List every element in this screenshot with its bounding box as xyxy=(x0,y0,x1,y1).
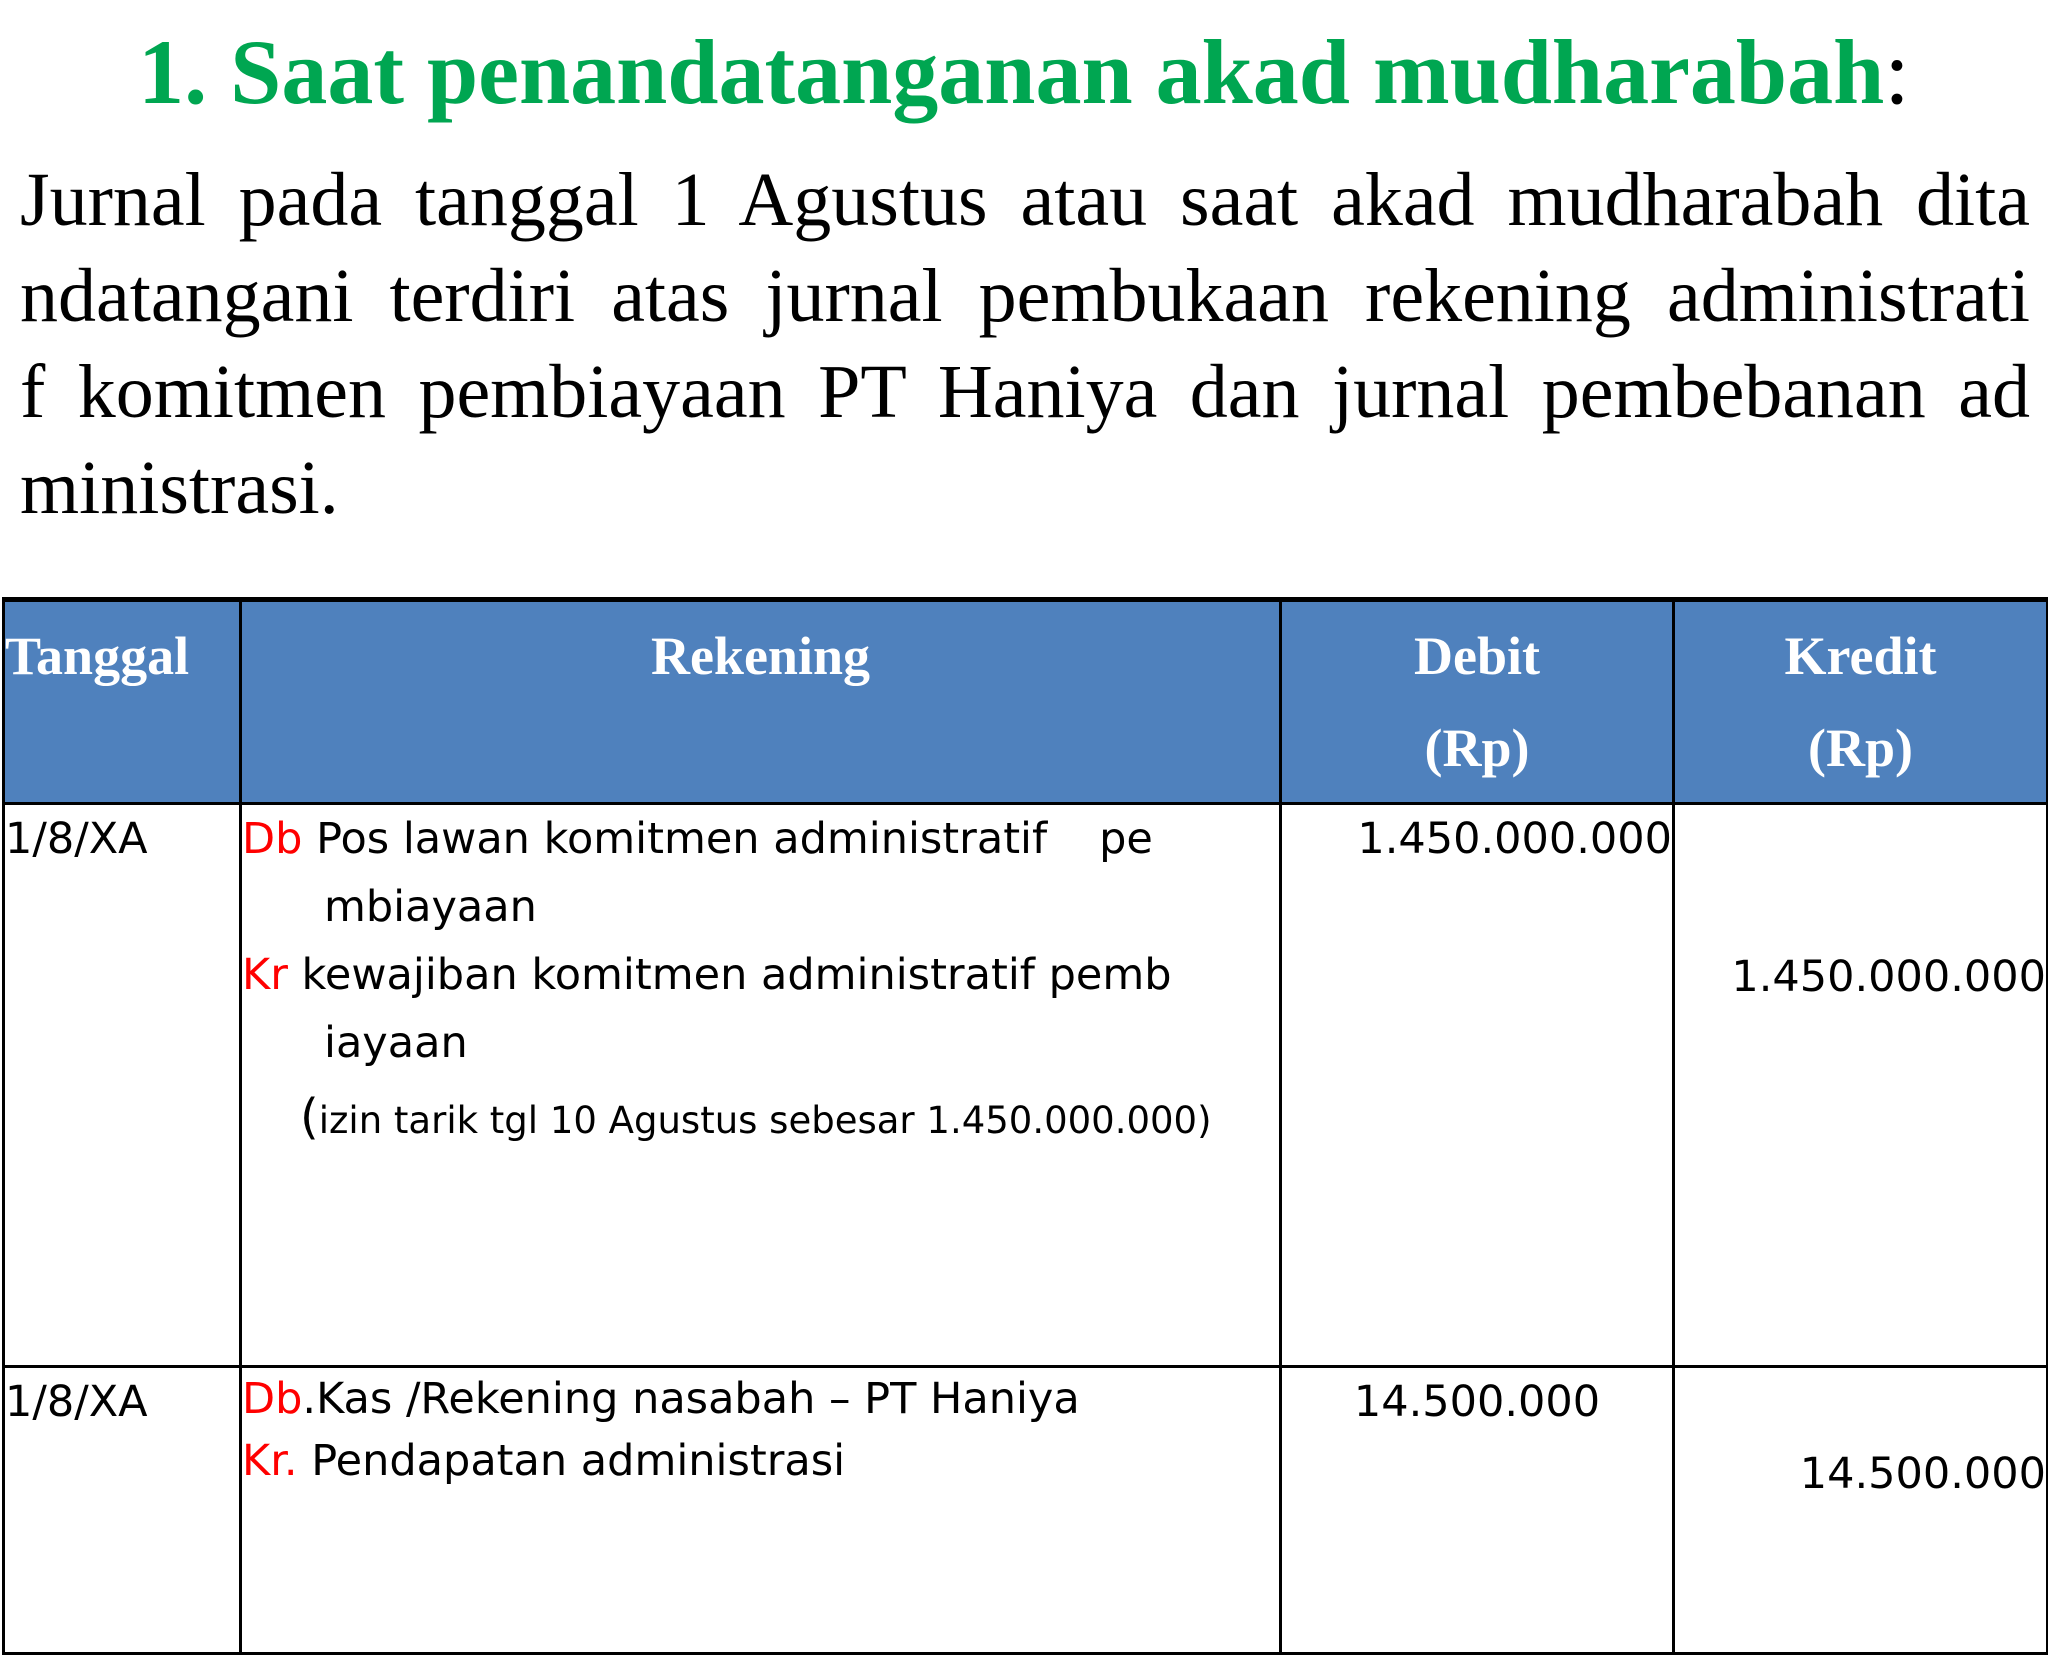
slide-title-text: 1. Saat penandatanganan akad mudharabah xyxy=(138,21,1885,123)
header-kredit-label: Kredit xyxy=(1784,626,1937,686)
intro-line: ministrasi. xyxy=(20,446,339,530)
debit-account-tail: pe xyxy=(1099,814,1153,864)
intro-line: Jurnal pada tanggal 1 Agustus atau saat akad mudharabah dita xyxy=(20,158,2030,242)
header-kredit-unit: (Rp) xyxy=(1808,718,1913,778)
row-kredit-value: 1.450.000.000 xyxy=(1731,952,2046,1002)
debit-account: Pos lawan komitmen administratif xyxy=(302,814,1048,864)
debit-code: Db xyxy=(242,1374,303,1424)
credit-account: kewajiban komitmen administratif pemb xyxy=(287,950,1172,1000)
intro-line: f komitmen pembiayaan PT Haniya dan jurnal pembebanan ad xyxy=(20,350,2030,434)
debit-account: .Kas /Rekening nasabah – PT Haniya xyxy=(302,1374,1080,1424)
table-row xyxy=(4,1367,2048,1654)
debit-entry xyxy=(242,1368,1279,1430)
journal-table xyxy=(2,597,2048,1655)
row-date: 1/8/XA xyxy=(4,804,241,1367)
credit-entry xyxy=(242,941,1279,1009)
header-debit-label: Debit xyxy=(1414,626,1540,686)
slide-title xyxy=(0,22,2048,122)
note-text: izin tarik tgl 10 Agustus sebesar 1.450.000.000) xyxy=(318,1099,1212,1142)
row-kredit xyxy=(1674,804,2048,1367)
header-debit xyxy=(1281,600,1674,804)
table-header-row xyxy=(4,600,2048,804)
row-debit: 1.450.000.000 xyxy=(1281,804,1674,1367)
entry-note xyxy=(242,1077,1279,1161)
row-date: 1/8/XA xyxy=(4,1367,241,1654)
header-tanggal: Tanggal xyxy=(4,600,241,804)
header-debit-unit: (Rp) xyxy=(1424,718,1530,778)
row-debit: 14.500.000 xyxy=(1281,1367,1674,1654)
credit-code: Kr. xyxy=(242,1436,298,1486)
row-accounts xyxy=(241,1367,1281,1654)
credit-account: Pendapatan administrasi xyxy=(297,1436,846,1486)
note-open-paren: ( xyxy=(300,1089,319,1145)
row-kredit xyxy=(1674,1367,2048,1654)
credit-entry xyxy=(242,1430,1279,1492)
header-kredit xyxy=(1674,600,2048,804)
header-rekening: Rekening xyxy=(241,600,1281,804)
debit-entry xyxy=(242,805,1279,873)
row-accounts xyxy=(241,804,1281,1367)
credit-code: Kr xyxy=(242,950,288,1000)
debit-account-cont: mbiayaan xyxy=(324,882,537,932)
slide-title-colon: : xyxy=(1884,21,1910,123)
row-kredit-value: 14.500.000 xyxy=(1799,1449,2046,1499)
credit-account-cont: iayaan xyxy=(324,1018,468,1068)
intro-paragraph xyxy=(20,152,2030,536)
debit-code: Db xyxy=(242,814,303,864)
intro-line: ndatangani terdiri atas jurnal pembukaan rekening administrati xyxy=(20,254,2030,338)
table-row xyxy=(4,804,2048,1367)
